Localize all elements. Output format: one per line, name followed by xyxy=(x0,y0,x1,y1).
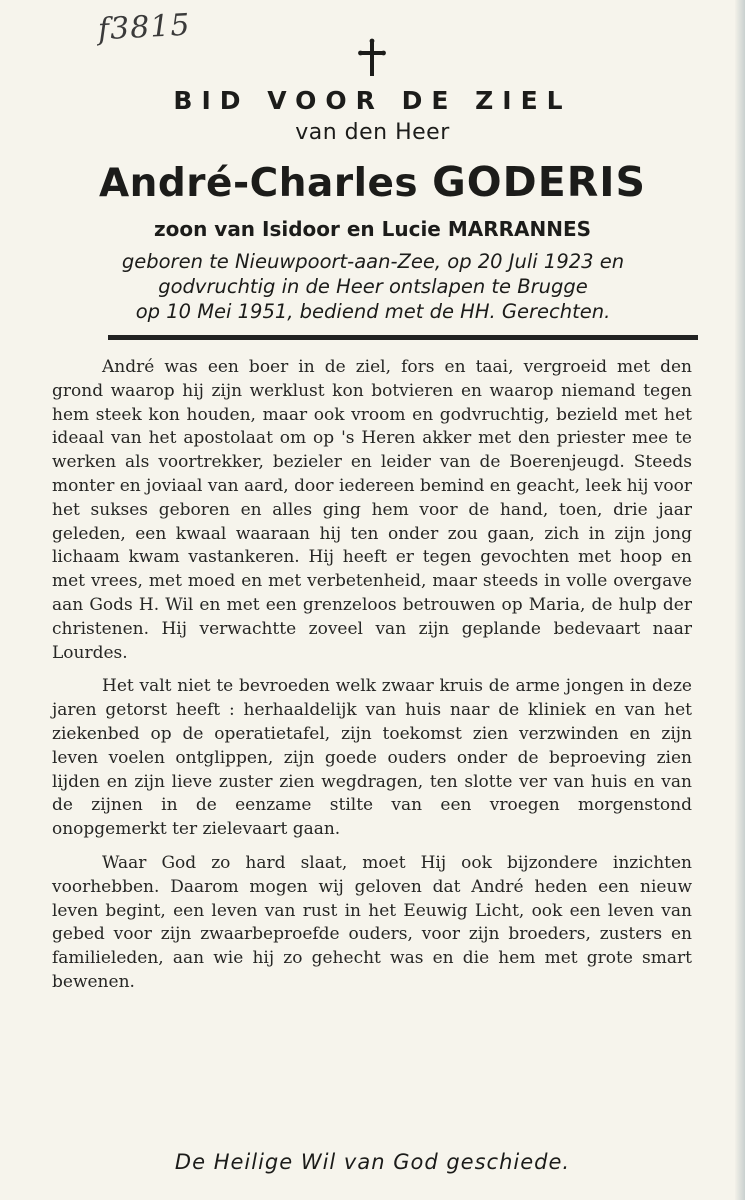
latin-cross-icon xyxy=(356,38,388,78)
eulogy-paragraph: Waar God zo hard slaat, moet Hij ook bijzondere inzichten voorhebben. Daarom mogen wij geloven dat André heden een nieuw leven begint, een leven van rust in het Eeuwig Licht, ook een leven van gebed voor zijn zwaarbeproefde ouders, voor zijn broeders, zusters en familieleden, aan wie hij zo gehecht was en die hem met grote smart bewenen. xyxy=(52,852,692,992)
birth-line: geboren te Nieuwpoort-aan-Zee, op 20 Juli 1923 en xyxy=(121,250,625,273)
given-names: André-Charles xyxy=(98,161,419,206)
surname: GODERIS xyxy=(432,158,647,206)
sacraments-line: op 10 Mei 1951, bediend met de HH. Gerechten. xyxy=(135,300,611,323)
eulogy-text xyxy=(52,356,692,1005)
archive-handwritten-mark: f3815 xyxy=(97,7,192,48)
prayer-heading: BID VOOR DE ZIEL xyxy=(173,86,572,115)
divider-rule xyxy=(108,335,698,340)
eulogy-paragraph: Het valt niet te bevroeden welk zwaar kruis de arme jongen in deze jaren getorst heeft : herhaaldelijk van huis naar de kliniek en van het ziekenbed op de operatietafel, zijn toekomst zien verzwinden en zijn leven voelen ontglippen, zijn goede ouders onder de beproeving zien lijden en zijn lieve zuster zien wegdragen, ten slotte ver van huis en van de zijnen in de eenzame stilte van een vroegen morgenstond onopgemerkt ter zielevaart gaan. xyxy=(52,676,692,840)
heading-subtitle: van den Heer xyxy=(295,120,450,145)
parents-line: zoon van Isidoor en Lucie MARRANNES xyxy=(153,217,592,241)
closing-prayer: De Heilige Wil van God geschiede. xyxy=(174,1150,571,1174)
birth-death-details xyxy=(48,249,698,324)
eulogy-paragraph: André was een boer in de ziel, fors en taai, vergroeid met den grond waarop hij zijn werklust kon botvieren en waarop niemand tegen hem steek kon houden, maar ook vroom en godvruchtig, bezield met het ideaal van het apostolaat om op 's Heren akker met den priester mee te werken als voortrekker, bezieler en leider van de Boerenjeugd. Steeds monter en joviaal van aard, door iedereen bemind en geacht, leek hij voor het sukses geboren en alles ging hem voor de hand, toen, drie jaar geleden, een kwaal waaraan hij ten onder zou gaan, zich in zijn jong lichaam kwam vastankeren. Hij heeft er tegen gevochten met hoop en met vrees, met moed en met verbetenheid, maar steeds in volle overgave aan Gods H. Wil en met een grenzeloos betrouwen op Maria, de hulp der christenen. Hij verwachtte zoveel van zijn geplande bedevaart naar Lourdes. xyxy=(52,357,692,663)
deceased-name xyxy=(0,158,745,206)
death-line: godvruchtig in de Heer ontslapen te Brugge xyxy=(158,275,588,298)
